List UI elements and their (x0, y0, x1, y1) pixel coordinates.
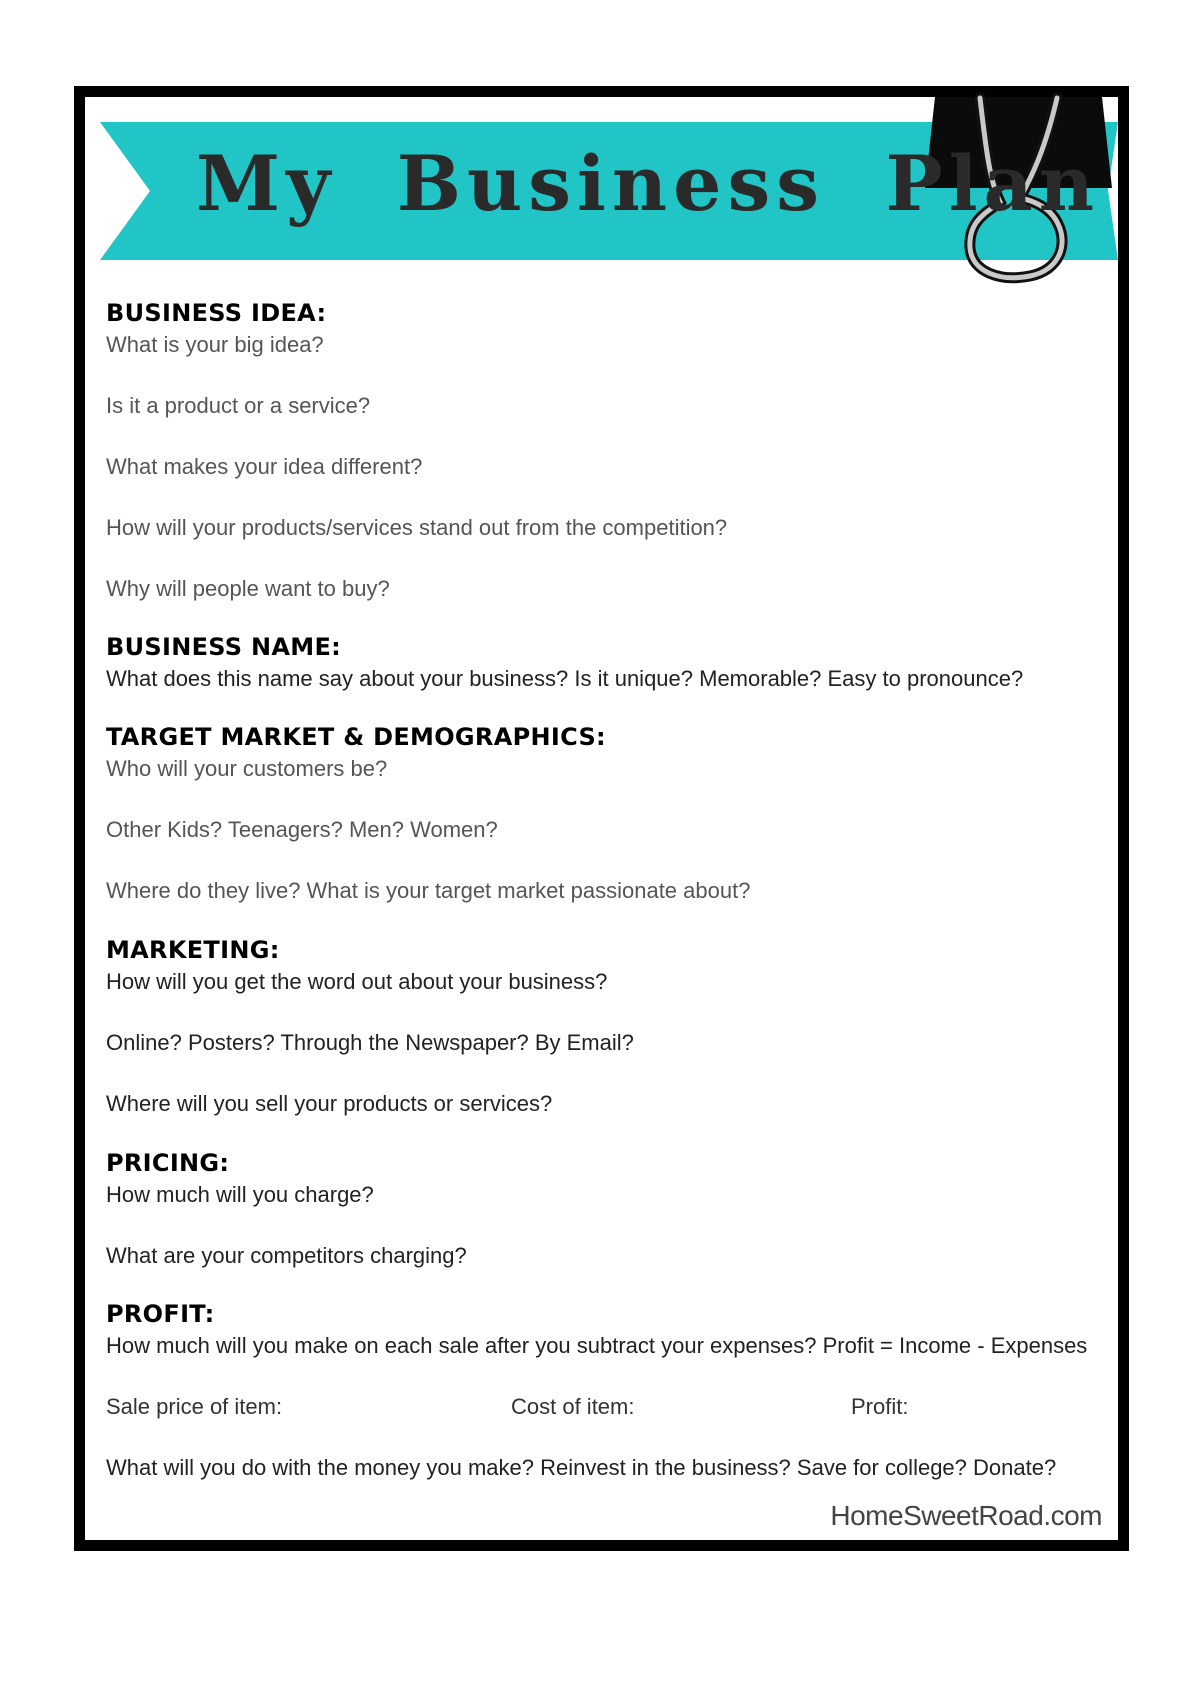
question: What makes your idea different? (106, 454, 423, 479)
question: What will you do with the money you make? Reinvest in the business? Save for college? Donate? (106, 1455, 1057, 1480)
page-title: My Business Plan (196, 139, 1101, 228)
question: What are your competitors charging? (106, 1243, 467, 1268)
section-profit (106, 1297, 1106, 1483)
profit-label: Profit: (851, 1394, 909, 1419)
section-heading: PRICING: (106, 1149, 230, 1177)
sale-price-label: Sale price of item: (106, 1394, 283, 1419)
question: How much will you charge? (106, 1182, 374, 1207)
question: Who will your customers be? (106, 756, 388, 781)
question: Is it a product or a service? (106, 393, 371, 418)
section-business-name (106, 630, 1106, 694)
plan-content (106, 296, 1106, 1483)
section-heading: BUSINESS IDEA: (106, 299, 327, 327)
question: Where will you sell your products or services? (106, 1091, 553, 1116)
section-heading: BUSINESS NAME: (106, 633, 342, 661)
question: Why will people want to buy? (106, 576, 390, 601)
section-heading: TARGET MARKET & DEMOGRAPHICS: (106, 723, 606, 751)
question: What does this name say about your business? Is it unique? Memorable? Easy to pronounce? (106, 666, 1024, 691)
question: How will your products/services stand out from the competition? (106, 515, 728, 540)
footer-site-name: HomeSweetRoad.com (830, 1500, 1102, 1531)
profit-fields-row (106, 1392, 1106, 1422)
section-target-market (106, 720, 1106, 906)
section-pricing (106, 1146, 1106, 1271)
cost-label: Cost of item: (511, 1394, 635, 1419)
question: How much will you make on each sale after you subtract your expenses? Profit = Income - Expenses (106, 1333, 1088, 1358)
question: How will you get the word out about your business? (106, 969, 608, 994)
question: What is your big idea? (106, 332, 324, 357)
section-business-idea (106, 296, 1106, 604)
question: Other Kids? Teenagers? Men? Women? (106, 817, 498, 842)
question: Where do they live? What is your target market passionate about? (106, 878, 751, 903)
section-marketing (106, 933, 1106, 1119)
section-heading: MARKETING: (106, 936, 280, 964)
section-heading: PROFIT: (106, 1300, 215, 1328)
question: Online? Posters? Through the Newspaper? By Email? (106, 1030, 634, 1055)
